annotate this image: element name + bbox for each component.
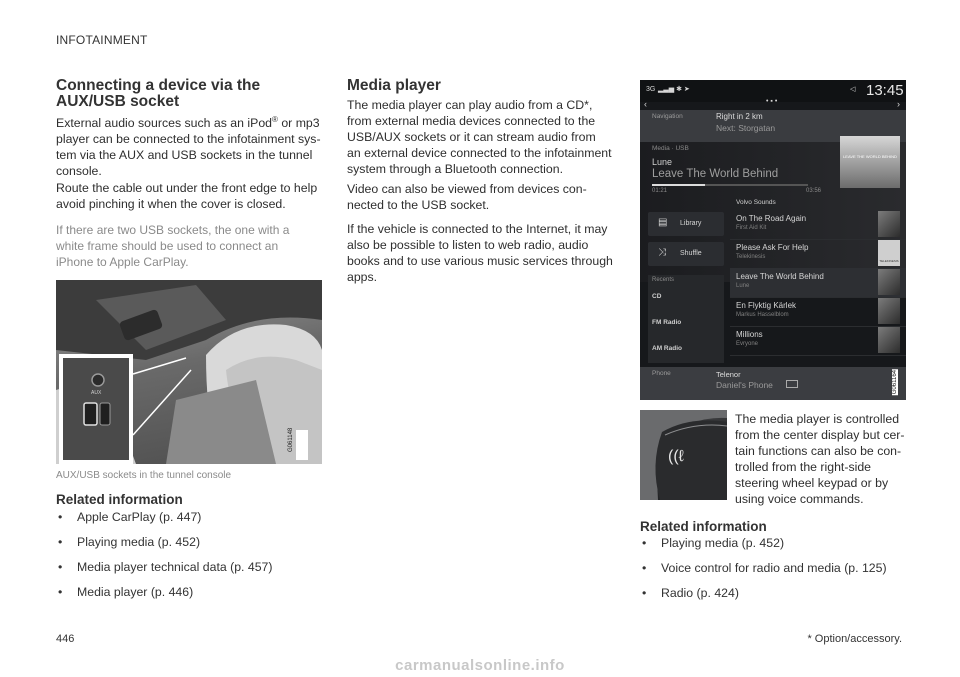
track-item-title: Leave The World Behind (736, 272, 824, 281)
section-title-aux-usb (56, 78, 326, 110)
aux-paragraph-1 (56, 112, 328, 179)
image-code: G061164 (892, 370, 898, 395)
carplay-note (56, 222, 328, 270)
related-link-media-player[interactable]: • Media player (p. 446) (56, 584, 326, 600)
tunnel-console-photo (56, 280, 322, 464)
note-line: white frame should be used to connect an (56, 239, 279, 253)
photo-caption: AUX/USB sockets in the tunnel console (56, 470, 232, 481)
nav-next: Next: Storgatan (716, 123, 776, 133)
media-paragraph-1 (347, 97, 623, 177)
para-line: avoid pinching it when the cover is closed. (56, 197, 286, 211)
related-heading-2: Related information (640, 519, 767, 534)
para-line: books and to use various music services through (347, 254, 613, 268)
shuffle-button[interactable] (648, 242, 724, 266)
title-line-1: Connecting a device via the (56, 77, 261, 94)
para-line: system through a Bluetooth connection. (347, 162, 564, 176)
album-art-text: LEAVE THE WORLD BEHIND (843, 154, 897, 159)
track-item[interactable] (730, 239, 906, 269)
media-paragraph-2 (347, 181, 623, 213)
para-line: apps. (347, 270, 378, 284)
track-item-artist: Telekinesis (736, 254, 766, 260)
para-line: using voice commands. (735, 492, 864, 506)
para-line: The media player is controlled (735, 412, 900, 426)
related-link-apple-carplay[interactable]: • Apple CarPlay (p. 447) (56, 509, 326, 525)
para-line: tain functions can also be con- (735, 444, 902, 458)
page-indicator-row (640, 98, 906, 110)
track-thumbnail (878, 240, 900, 266)
para-line: from external media devices connected to the (347, 114, 596, 128)
phone-tile[interactable] (640, 367, 906, 400)
track-item-title: Please Ask For Help (736, 243, 809, 252)
note-line: iPhone to Apple CarPlay. (56, 255, 189, 269)
voice-control-icon: ((ℓ (668, 448, 684, 465)
aux-paragraph-2 (56, 180, 328, 212)
volume-icon: ◁ (850, 86, 856, 93)
text-run: or mp3 (277, 116, 320, 131)
track-list (730, 210, 906, 366)
related-list-1 (56, 509, 326, 609)
para-line: trolled from the right-side (735, 460, 872, 474)
page-number: 446 (56, 633, 75, 645)
library-label: Library (680, 220, 702, 227)
voice-control-paragraph (735, 411, 915, 507)
album-art (840, 136, 900, 188)
thumb-text: TELEKINESIS (879, 259, 899, 263)
progress-track[interactable] (652, 184, 808, 186)
battery-icon (786, 380, 798, 388)
recent-am-radio[interactable]: AM Radio (652, 345, 682, 352)
related-link-radio[interactable]: • Radio (p. 424) (640, 585, 920, 601)
track-item-title: Millions (736, 330, 763, 339)
signal-indicator: 3G (646, 86, 656, 93)
shuffle-label: Shuffle (680, 250, 702, 257)
track-item-artist: Evryone (736, 341, 759, 347)
registered-mark: ® (272, 115, 278, 124)
related-link-playing-media[interactable]: • Playing media (p. 452) (56, 534, 326, 550)
image-code: G061148 (288, 427, 294, 452)
para-line: The media player can play audio from a CD*, (347, 98, 593, 112)
para-line: steering wheel keypad or by (735, 476, 889, 490)
track-thumbnail (878, 327, 900, 353)
nav-label: Navigation (652, 113, 683, 120)
para-line: console. (56, 164, 102, 179)
center-display-screenshot (640, 80, 906, 400)
para-line: USB/AUX sockets or it can stream audio from (347, 130, 596, 144)
track-thumbnail (878, 269, 900, 295)
para-line: nected to the USB socket. (347, 198, 490, 212)
para-line (56, 112, 328, 131)
track-item-artist: Lune (736, 283, 750, 289)
steering-wheel-keypad-photo (640, 410, 727, 500)
aux-label: AUX (91, 390, 102, 396)
recent-fm-radio[interactable]: FM Radio (652, 319, 682, 326)
track-title: Leave The World Behind (652, 168, 779, 180)
library-button[interactable] (648, 212, 724, 236)
title-line-2: AUX/USB socket (56, 93, 180, 110)
time-total: 03:56 (806, 188, 822, 194)
signal-bars-icon: ▂▃▅ ✱ ➤ (658, 86, 690, 93)
track-item-artist: First Aid Kit (736, 225, 767, 231)
progress-fill (652, 184, 705, 186)
recents-panel (648, 275, 724, 363)
watermark: carmanualsonline.info (395, 657, 565, 674)
library-icon: ▤ (658, 217, 668, 228)
console-illustration (56, 280, 322, 464)
track-item[interactable] (730, 210, 906, 240)
track-item-title: En Flyktig Kärlek (736, 301, 797, 310)
related-link-voice-control[interactable]: • Voice control for radio and media (p. 125) (640, 560, 920, 576)
para-line: Route the cable out under the front edge to help (56, 181, 318, 195)
media-paragraph-3 (347, 221, 623, 285)
media-source-label: Media · USB (652, 145, 689, 152)
track-item-selected[interactable] (730, 268, 906, 298)
phone-device: Daniel's Phone (716, 380, 773, 390)
related-list-2 (640, 535, 920, 610)
phone-carrier: Telenor (716, 370, 741, 379)
track-thumbnail (878, 211, 900, 237)
para-line: also be possible to listen to web radio, audio (347, 238, 589, 252)
recents-label: Recents (652, 277, 675, 283)
artist-name: Lune (652, 157, 673, 167)
note-line: If there are two USB sockets, the one with a (56, 223, 290, 237)
phone-label: Phone (652, 370, 671, 377)
related-heading-1: Related information (56, 492, 183, 507)
para-line: an external device connected to the infotainment (347, 146, 612, 160)
para-line: from the center display but cer- (735, 428, 905, 442)
chevron-left-icon[interactable]: ‹ (644, 99, 647, 109)
chevron-right-icon[interactable]: › (897, 99, 900, 109)
text-run: External audio sources such as an iPod (56, 116, 273, 131)
para-line: player can be connected to the infotainment sys- (56, 132, 321, 147)
track-thumbnail (878, 298, 900, 324)
para-line: Video can also be viewed from devices con- (347, 182, 587, 196)
section-title-media-player: Media player (347, 77, 441, 94)
track-item-artist: Markus Hasselblom (736, 312, 789, 318)
para-line: If the vehicle is connected to the Internet, it may (347, 222, 608, 236)
related-link-media-tech-data[interactable]: • Media player technical data (p. 457) (56, 559, 326, 575)
track-item[interactable] (730, 326, 906, 356)
para-line: tem via the AUX and USB sockets in the tunnel (56, 148, 313, 163)
playlist-title: Volvo Sounds (736, 199, 776, 206)
shuffle-icon: ⤨ (658, 247, 666, 258)
page-dots: • ▪ • (766, 98, 778, 105)
track-item[interactable] (730, 297, 906, 327)
nav-instruction: Right in 2 km (716, 112, 763, 121)
time-elapsed: 01:21 (652, 188, 668, 194)
recent-cd[interactable]: CD (652, 293, 662, 300)
option-footnote: * Option/accessory. (807, 633, 902, 645)
related-link-playing-media[interactable]: • Playing media (p. 452) (640, 535, 920, 551)
section-header: INFOTAINMENT (56, 33, 148, 47)
track-item-title: On The Road Again (736, 214, 807, 223)
clock: 13:45 (866, 82, 904, 99)
